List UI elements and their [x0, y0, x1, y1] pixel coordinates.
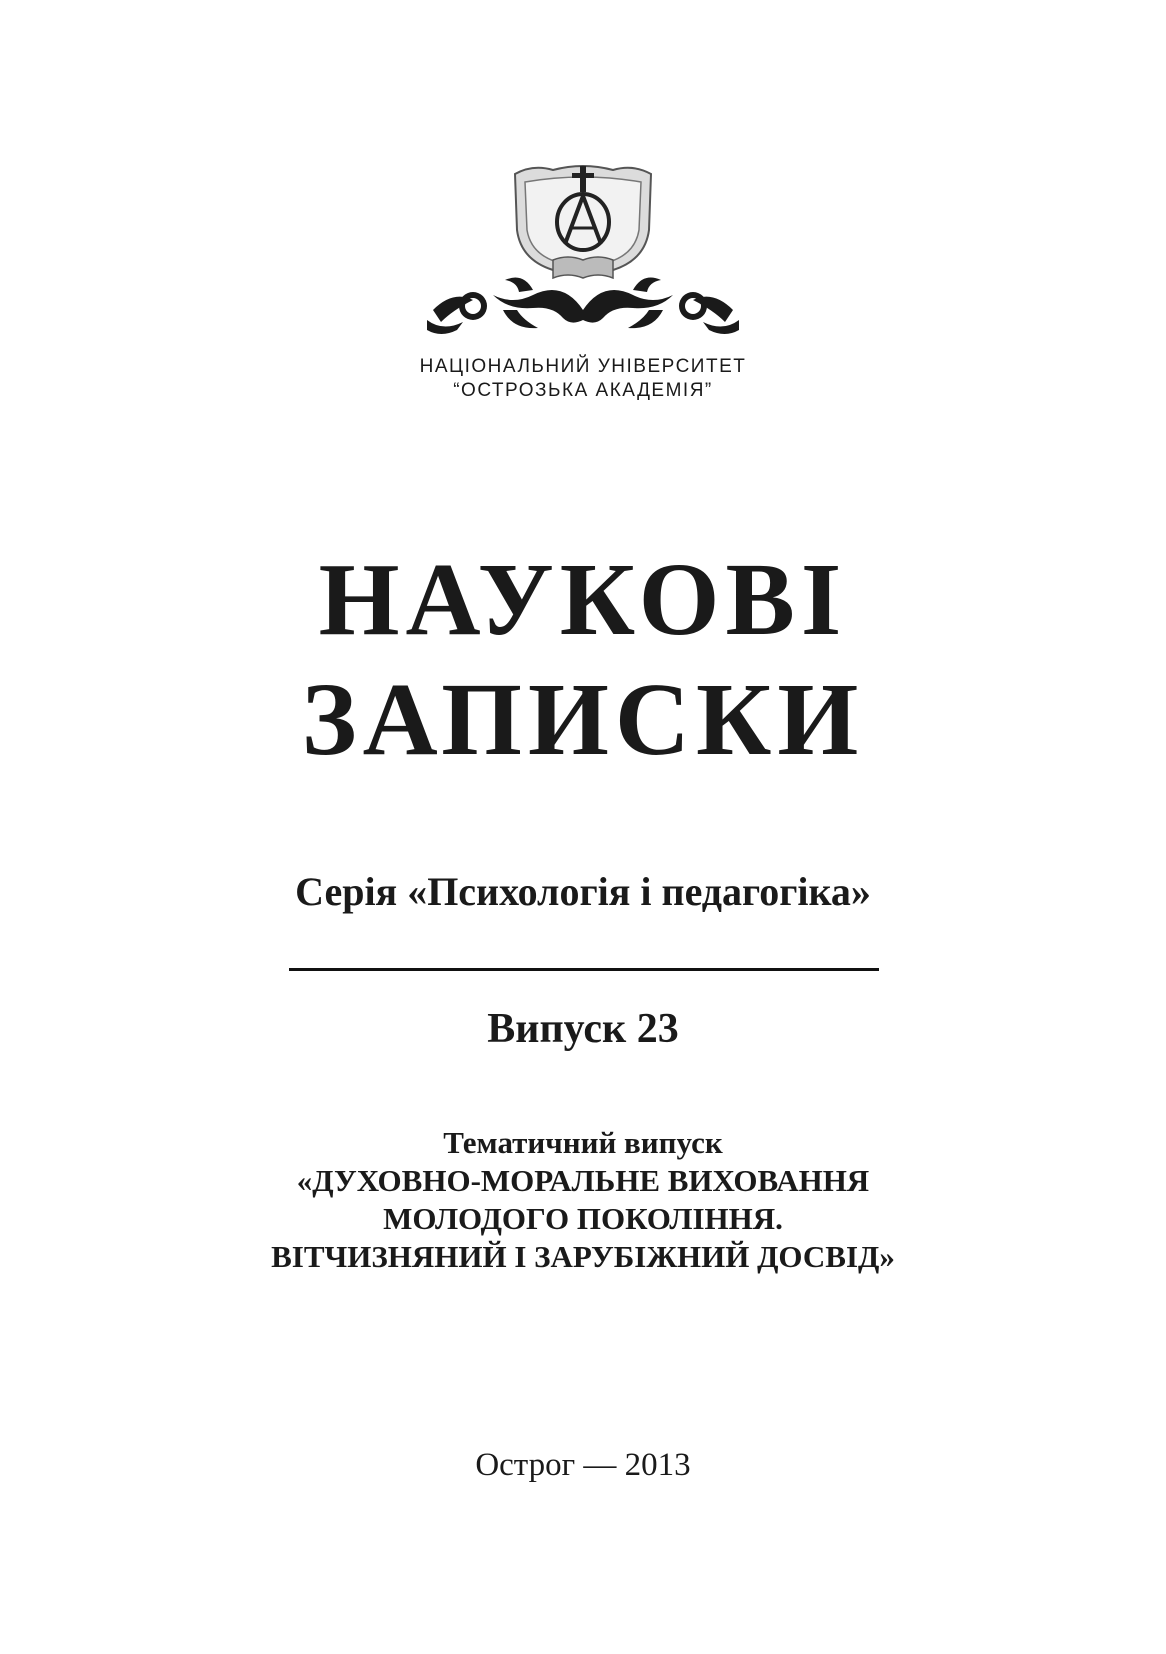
- publisher-name-line1: НАЦІОНАЛЬНИЙ УНІВЕРСИТЕТ: [419, 356, 747, 377]
- thematic-issue-label: Тематичний випуск: [443, 1125, 723, 1160]
- imprint-place-year: Острог — 2013: [475, 1447, 691, 1483]
- journal-title-line2: ЗАПИСКИ: [301, 662, 865, 777]
- thematic-title-line1: «ДУХОВНО-МОРАЛЬНЕ ВИХОВАННЯ: [296, 1163, 870, 1198]
- series-title: Серія «Психологія і педагогіка»: [295, 869, 871, 914]
- publisher-name-line2: “ОСТРОЗЬКА АКАДЕМІЯ”: [453, 380, 713, 401]
- thematic-title-line3: ВІТЧИЗНЯНИЙ І ЗАРУБІЖНИЙ ДОСВІД»: [271, 1239, 895, 1274]
- thematic-title-line2: МОЛОДОГО ПОКОЛІННЯ.: [383, 1201, 783, 1236]
- horizontal-divider: [289, 968, 879, 971]
- university-emblem-icon: [413, 160, 753, 345]
- issue-number: Випуск 23: [487, 1006, 679, 1052]
- journal-title-line1: НАУКОВІ: [318, 542, 848, 657]
